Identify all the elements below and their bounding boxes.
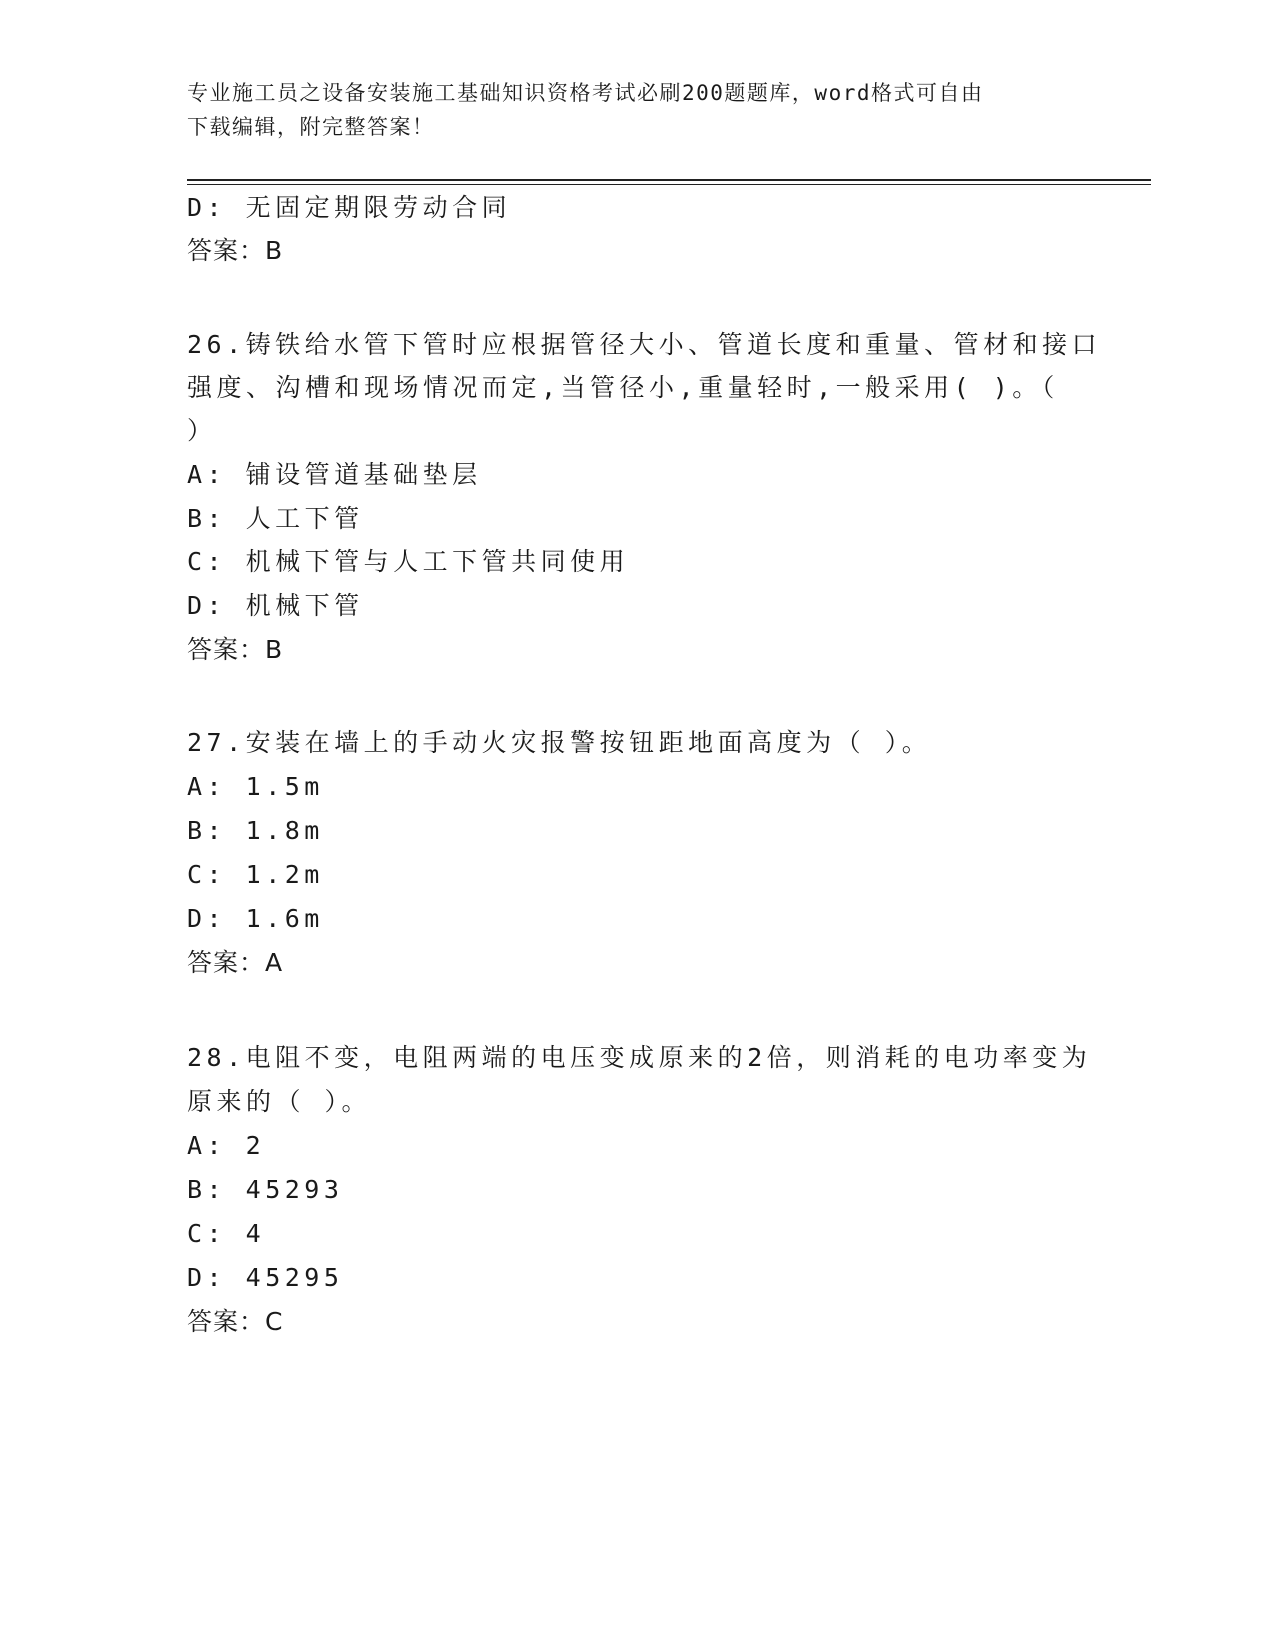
q28-option-d: D: 45295: [187, 1263, 344, 1292]
q27-option-a: A: 1.5m: [187, 772, 324, 801]
q28-option-a: A: 2: [187, 1131, 266, 1160]
q28-stem-line-2: 原来的（ ）。: [187, 1087, 372, 1116]
prev-option-d: D: 无固定期限劳动合同: [187, 193, 512, 222]
q28-option-b: B: 45293: [187, 1175, 344, 1204]
q26-stem-line-3: ）: [187, 416, 217, 445]
header-divider-thick: [187, 179, 1151, 181]
q26-answer: 答案：B: [187, 635, 284, 664]
header-line-2: 下载编辑，附完整答案！: [187, 115, 435, 139]
q26-option-d: D: 机械下管: [187, 591, 364, 620]
q28-stem-line-1: 28.电阻不变，电阻两端的电压变成原来的2倍，则消耗的电功率变为: [187, 1043, 1092, 1072]
q28-answer: 答案：C: [187, 1307, 284, 1336]
q27-stem-line-1: 27.安装在墙上的手动火灾报警按钮距地面高度为（ ）。: [187, 728, 932, 757]
q26-stem-line-2: 强度、沟槽和现场情况而定,当管径小,重量轻时,一般采用( )。（: [187, 373, 1059, 402]
q27-option-d: D: 1.6m: [187, 904, 324, 933]
q26-option-c: C: 机械下管与人工下管共同使用: [187, 547, 630, 576]
q28-option-c: C: 4: [187, 1219, 266, 1248]
document-header: [187, 76, 1067, 144]
q27-option-b: B: 1.8m: [187, 816, 324, 845]
header-divider-thin: [187, 184, 1151, 185]
q26-option-b: B: 人工下管: [187, 504, 364, 533]
q26-stem-line-1: 26.铸铁给水管下管时应根据管径大小、管道长度和重量、管材和接口: [187, 330, 1102, 359]
prev-answer: 答案：B: [187, 236, 284, 265]
q27-answer: 答案：A: [187, 948, 284, 977]
q26-option-a: A: 铺设管道基础垫层: [187, 460, 482, 489]
header-line-1: 专业施工员之设备安装施工基础知识资格考试必刷200题题库，word格式可自由: [187, 81, 984, 105]
q27-option-c: C: 1.2m: [187, 860, 324, 889]
